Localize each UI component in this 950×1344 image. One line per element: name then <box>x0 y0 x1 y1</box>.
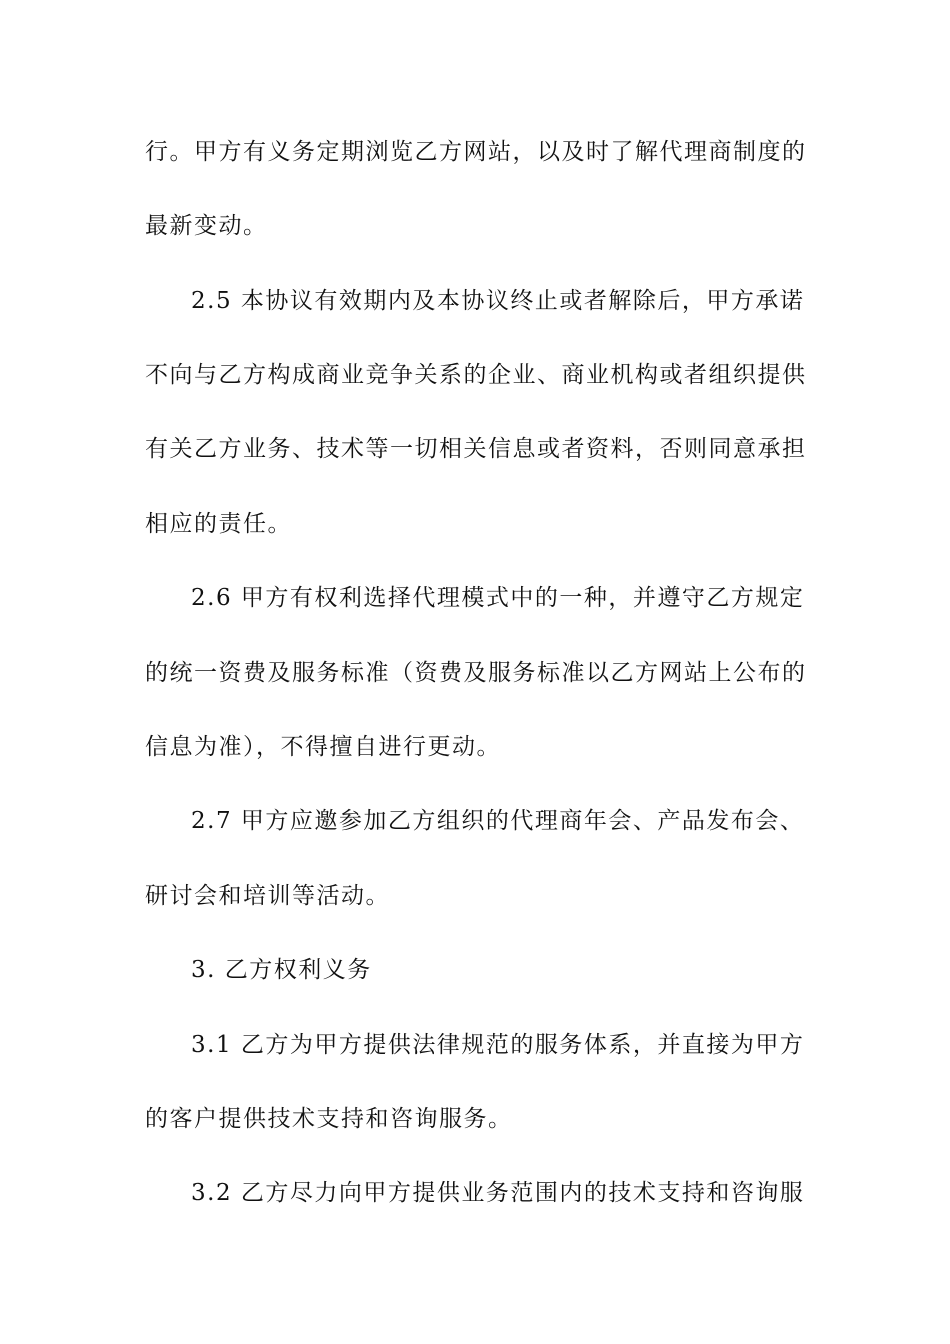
text-line: 信息为准），不得擅自进行更动。 <box>145 734 501 760</box>
clause-2-6-heading-line: 2.6 甲方有权利选择代理模式中的一种，并遵守乙方规定 <box>191 585 805 611</box>
text-line: 有关乙方业务、技术等一切相关信息或者资料，否则同意承担 <box>145 436 807 462</box>
text-line: 不向与乙方构成商业竞争关系的企业、商业机构或者组织提供 <box>145 362 807 388</box>
clause-3-2-heading-line: 3.2 乙方尽力向甲方提供业务范围内的技术支持和咨询服 <box>191 1180 805 1206</box>
text-line: 研讨会和培训等活动。 <box>145 883 390 909</box>
text-line: 最新变动。 <box>145 213 268 239</box>
section-3-heading: 3. 乙方权利义务 <box>191 957 372 983</box>
text-line: 相应的责任。 <box>145 511 292 537</box>
clause-3-1-heading-line: 3.1 乙方为甲方提供法律规范的服务体系，并直接为甲方 <box>191 1032 805 1058</box>
clause-2-5-heading-line: 2.5 本协议有效期内及本协议终止或者解除后，甲方承诺 <box>191 288 805 314</box>
clause-2-7-heading-line: 2.7 甲方应邀参加乙方组织的代理商年会、产品发布会、 <box>191 808 805 834</box>
text-line: 的客户提供技术支持和咨询服务。 <box>145 1106 513 1132</box>
text-line: 行。甲方有义务定期浏览乙方网站，以及时了解代理商制度的 <box>145 139 807 165</box>
text-line: 的统一资费及服务标准（资费及服务标准以乙方网站上公布的 <box>145 660 807 686</box>
